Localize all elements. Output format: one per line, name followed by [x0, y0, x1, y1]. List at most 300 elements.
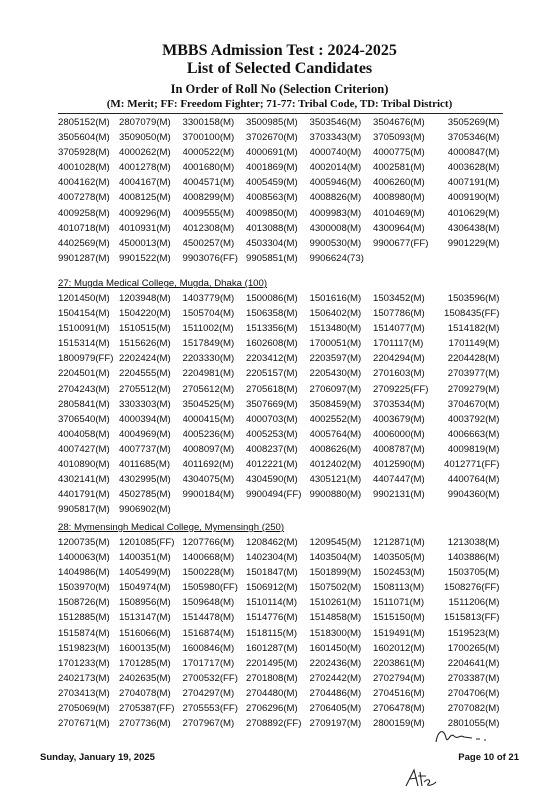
roll-number-cell: 2704078(M) [119, 687, 171, 699]
roll-number-cell: 4005764(M) [309, 428, 362, 440]
roll-number-cell: 2701603(M) [373, 368, 425, 380]
roll-number-cell: 3504676(M) [373, 117, 425, 128]
roll-number-cell: 4005459(M) [246, 177, 298, 189]
document-subtitle: List of Selected Candidates [186, 60, 373, 77]
roll-number-cell: 1515813(FF) [444, 612, 500, 624]
roll-number-cell: 3703534(M) [373, 398, 425, 410]
roll-number-cell: 1508276(FF) [444, 582, 500, 594]
roll-number-cell: 4006260(M) [373, 177, 425, 189]
roll-number-cell: 4007191(M) [447, 177, 500, 189]
table-row [58, 487, 503, 502]
roll-number-cell: 3505269(M) [447, 117, 500, 128]
roll-grid-mugda [58, 291, 503, 517]
roll-number-cell: 2706478(M) [373, 703, 425, 715]
table-row [58, 190, 503, 205]
roll-number-cell: 1503705(M) [447, 567, 500, 579]
roll-number-cell: 1501616(M) [309, 293, 362, 304]
roll-number-cell: 1515626(M) [119, 338, 171, 350]
roll-number-cell: 4006663(M) [447, 428, 500, 440]
roll-number-cell: 2702794(M) [373, 672, 425, 684]
roll-number-cell: 1400351(M) [119, 552, 171, 564]
header-rule [58, 113, 503, 114]
roll-number-cell: 9901287(M) [58, 252, 110, 264]
roll-number-cell: 9903076(FF) [182, 252, 238, 264]
roll-number-cell: 1503970(M) [58, 582, 110, 594]
roll-number-cell: 1203948(M) [119, 293, 171, 304]
roll-number-cell: 4002552(M) [309, 413, 362, 425]
roll-number-cell: 2707082(M) [447, 703, 500, 715]
roll-number-cell: 2706097(M) [309, 383, 362, 395]
roll-number-cell: 1405499(M) [119, 567, 171, 579]
roll-number-cell: 2701808(M) [246, 672, 298, 684]
roll-number-cell: 4003792(M) [447, 413, 500, 425]
table-row [58, 686, 503, 701]
roll-number-cell: 1509648(M) [182, 597, 235, 609]
roll-number-cell: 1518115(M) [246, 627, 298, 639]
roll-number-cell: 1511206(M) [448, 597, 500, 609]
roll-number-cell: 3703343(M) [309, 132, 362, 144]
roll-number-cell: 4304590(M) [246, 474, 298, 486]
roll-number-cell: 1508435(FF) [444, 308, 500, 320]
roll-number-cell: 4500257(M) [182, 237, 235, 249]
roll-number-cell: 3705346(M) [447, 132, 500, 144]
roll-number-cell: 2709197(M) [309, 718, 362, 730]
roll-number-cell [183, 502, 247, 517]
roll-number-cell: 9906624(73) [309, 252, 364, 264]
roll-number-cell: 4005253(M) [246, 428, 298, 440]
roll-number-cell: 2203597(M) [309, 353, 362, 365]
roll-number-cell: 1602608(M) [246, 338, 298, 350]
roll-number-cell: 4009258(M) [58, 207, 110, 219]
roll-number-cell: 9901229(M) [447, 237, 500, 249]
roll-number-cell: 1517849(M) [182, 338, 235, 350]
roll-number-cell: 2706405(M) [309, 703, 362, 715]
table-row [58, 671, 503, 686]
roll-number-cell: 4000847(M) [447, 147, 500, 159]
roll-number-cell: 1403779(M) [182, 293, 235, 304]
roll-number-cell: 2705387(FF) [119, 703, 175, 715]
roll-number-cell: 1502453(M) [373, 567, 425, 579]
roll-number-cell: 4009296(M) [119, 207, 171, 219]
roll-number-cell: 4008299(M) [182, 192, 235, 204]
roll-number-cell: 4002014(M) [309, 162, 362, 174]
roll-number-cell: 4006000(M) [373, 428, 425, 440]
footer-page-number: Page 10 of 21 [458, 752, 519, 763]
roll-number-cell: 4010718(M) [58, 222, 110, 234]
roll-number-cell: 1208462(M) [246, 537, 298, 548]
table-row [58, 610, 503, 625]
roll-number-cell: 2202424(M) [119, 353, 171, 365]
roll-number-cell: 4009190(M) [447, 192, 500, 204]
roll-number-cell: 4012402(M) [309, 459, 362, 471]
roll-number-cell [373, 502, 437, 517]
roll-number-cell: 4008787(M) [373, 443, 425, 455]
roll-number-cell: 4302141(M) [58, 474, 110, 486]
roll-number-cell: 3300158(M) [182, 117, 235, 128]
roll-number-cell: 4003679(M) [373, 413, 425, 425]
roll-number-cell: 2704706(M) [447, 687, 500, 699]
table-row [58, 427, 503, 442]
roll-number-cell: 2204641(M) [447, 657, 500, 669]
roll-number-cell: 2204981(M) [182, 368, 235, 380]
roll-number-cell: 9901522(M) [119, 252, 171, 264]
roll-number-cell [437, 251, 500, 266]
roll-number-cell: 9900677(FF) [373, 237, 429, 249]
roll-number-cell: 4008826(M) [309, 192, 362, 204]
roll-number-cell: 4010890(M) [58, 459, 110, 471]
table-row [58, 160, 503, 175]
roll-number-cell: 1500228(M) [182, 567, 235, 579]
roll-number-cell: 2807079(M) [119, 117, 171, 128]
roll-number-cell: 1510261(M) [309, 597, 362, 609]
roll-grid-mymensingh [58, 535, 503, 731]
roll-number-cell: 4004058(M) [58, 428, 110, 440]
roll-number-cell: 2704516(M) [373, 687, 425, 699]
roll-number-cell: 2708892(FF) [246, 718, 302, 730]
roll-number-cell [373, 251, 437, 266]
roll-number-cell: 2402635(M) [119, 672, 171, 684]
roll-number-cell: 9900494(FF) [246, 489, 302, 501]
table-row [58, 550, 503, 565]
roll-number-cell: 1508956(M) [119, 597, 171, 609]
roll-number-cell: 2704486(M) [309, 687, 362, 699]
roll-number-cell: 1404986(M) [58, 567, 110, 579]
roll-number-cell: 4400764(M) [447, 474, 500, 486]
roll-number-cell: 1201085(FF) [119, 537, 175, 548]
order-note: In Order of Roll No (Selection Criterion) [170, 82, 389, 96]
roll-number-cell: 1213038(M) [447, 537, 500, 548]
table-row [58, 321, 503, 336]
roll-number-cell: 2705612(M) [182, 383, 235, 395]
roll-number-cell: 4008097(M) [182, 443, 235, 455]
roll-grid-continued [58, 115, 503, 266]
roll-number-cell: 1514776(M) [246, 612, 298, 624]
roll-number-cell: 1700051(M) [309, 338, 362, 350]
roll-number-cell: 4008563(M) [246, 192, 298, 204]
roll-number-cell: 4001680(M) [182, 162, 235, 174]
roll-number-cell [437, 502, 500, 517]
roll-number-cell: 4009983(M) [309, 207, 362, 219]
roll-number-cell: 2202436(M) [309, 657, 362, 669]
roll-number-cell: 4007737(M) [119, 443, 171, 455]
roll-number-cell: 1504154(M) [58, 308, 110, 320]
roll-number-cell: 2709225(FF) [373, 383, 429, 395]
roll-number-cell: 2201495(M) [246, 657, 298, 669]
table-row [58, 175, 503, 190]
table-row [58, 306, 503, 321]
roll-number-cell: 1513147(M) [119, 612, 171, 624]
roll-number-cell: 1501847(M) [246, 567, 298, 579]
footer-date: Sunday, January 19, 2025 [40, 752, 155, 763]
roll-number-cell: 1515150(M) [373, 612, 425, 624]
roll-number-cell: 4011692(M) [182, 459, 234, 471]
table-row [58, 412, 503, 427]
roll-number-cell: 1200735(M) [58, 537, 110, 548]
roll-number-cell: 1503452(M) [373, 293, 425, 304]
roll-number-cell: 4008626(M) [309, 443, 362, 455]
roll-number-cell: 2704297(M) [182, 687, 235, 699]
roll-number-cell: 3507669(M) [246, 398, 298, 410]
roll-number-cell: 4012590(M) [373, 459, 425, 471]
roll-number-cell: 2805841(M) [58, 398, 110, 410]
roll-number-cell: 2709279(M) [447, 383, 500, 395]
roll-number-cell: 4013088(M) [246, 222, 298, 234]
roll-number-cell: 1506912(M) [246, 582, 298, 594]
roll-number-cell: 1508726(M) [58, 597, 110, 609]
roll-number-cell: 1701717(M) [182, 657, 235, 669]
table-row [58, 206, 503, 221]
roll-number-cell: 9904360(M) [447, 489, 500, 501]
roll-number-cell: 4004969(M) [119, 428, 171, 440]
roll-number-cell: 1513480(M) [309, 323, 362, 335]
roll-number-cell: 2204501(M) [58, 368, 110, 380]
roll-number-cell: 3706540(M) [58, 413, 110, 425]
table-row [58, 382, 503, 397]
table-row [58, 366, 503, 381]
roll-number-cell: 1511002(M) [182, 323, 234, 335]
roll-number-cell [310, 502, 374, 517]
roll-number-cell: 4000394(M) [119, 413, 171, 425]
roll-number-cell: 4009850(M) [246, 207, 298, 219]
table-row [58, 595, 503, 610]
roll-number-cell: 2705512(M) [119, 383, 171, 395]
roll-number-cell: 4000522(M) [182, 147, 235, 159]
roll-number-cell: 2700532(FF) [182, 672, 238, 684]
roll-number-cell: 4002581(M) [373, 162, 425, 174]
roll-number-cell: 4502785(M) [119, 489, 171, 501]
roll-number-cell: 4012308(M) [182, 222, 235, 234]
roll-number-cell: 1514077(M) [373, 323, 425, 335]
roll-number-cell: 4305121(M) [309, 474, 362, 486]
roll-number-cell: 3702670(M) [246, 132, 298, 144]
roll-number-cell: 2205157(M) [246, 368, 298, 380]
roll-number-cell: 4004167(M) [119, 177, 171, 189]
roll-number-cell: 1600135(M) [119, 642, 171, 654]
roll-number-cell: 4000703(M) [246, 413, 298, 425]
table-row [58, 291, 503, 306]
roll-number-cell: 1510114(M) [246, 597, 298, 609]
roll-number-cell: 1601287(M) [246, 642, 298, 654]
table-row [58, 336, 503, 351]
roll-number-cell: 4012771(FF) [444, 459, 500, 471]
roll-number-cell: 1212871(M) [373, 537, 425, 548]
roll-number-cell: 1402304(M) [246, 552, 298, 564]
roll-number-cell: 4008125(M) [119, 192, 171, 204]
roll-number-cell: 1800979(FF) [58, 353, 114, 365]
roll-number-cell: 4005236(M) [182, 428, 235, 440]
roll-number-cell: 3705093(M) [373, 132, 425, 144]
roll-number-cell: 1514858(M) [309, 612, 362, 624]
roll-number-cell: 3705928(M) [58, 147, 110, 159]
roll-number-cell: 3700100(M) [182, 132, 235, 144]
roll-number-cell: 4503304(M) [246, 237, 298, 249]
roll-number-cell: 3303303(M) [119, 398, 171, 410]
roll-number-cell: 4000740(M) [309, 147, 362, 159]
table-row [58, 641, 503, 656]
table-row [58, 145, 503, 160]
document-title: MBBS Admission Test : 2024-2025 [162, 42, 397, 59]
roll-number-cell: 1507502(M) [309, 582, 362, 594]
roll-number-cell: 1511071(M) [373, 597, 425, 609]
table-row [58, 442, 503, 457]
roll-number-cell: 4004571(M) [182, 177, 235, 189]
roll-number-cell: 2703413(M) [58, 687, 110, 699]
roll-number-cell: 4306438(M) [447, 222, 500, 234]
roll-number-cell: 4010629(M) [447, 207, 500, 219]
roll-number-cell: 2704480(M) [246, 687, 298, 699]
roll-number-cell: 2707736(M) [119, 718, 171, 730]
roll-number-cell: 4300964(M) [373, 222, 425, 234]
roll-number-cell: 1602012(M) [373, 642, 425, 654]
table-row [58, 502, 503, 517]
section-heading-mymensingh: 28: Mymensingh Medical College, Mymensingh (250) [58, 522, 285, 533]
section-heading-mugda: 27: Mugda Medical College, Mugda, Dhaka (100) [58, 278, 268, 289]
roll-number-cell: 1700265(M) [447, 642, 500, 654]
roll-number-cell: 4007278(M) [58, 192, 110, 204]
roll-number-cell: 1512885(M) [58, 612, 110, 624]
signature-top [432, 724, 502, 750]
roll-number-cell: 1503596(M) [447, 293, 500, 304]
roll-number-cell: 4000691(M) [246, 147, 298, 159]
roll-number-cell: 2203861(M) [373, 657, 425, 669]
roll-number-cell: 3509050(M) [119, 132, 171, 144]
table-row [58, 565, 503, 580]
roll-number-cell: 4007427(M) [58, 443, 110, 455]
roll-number-cell: 3704670(M) [447, 398, 500, 410]
table-row [58, 130, 503, 145]
table-row [58, 656, 503, 671]
roll-number-cell: 3505604(M) [58, 132, 110, 144]
roll-number-cell: 1403505(M) [373, 552, 425, 564]
roll-number-cell: 9900184(M) [182, 489, 235, 501]
roll-number-cell: 4001869(M) [246, 162, 298, 174]
roll-number-cell: 1400668(M) [182, 552, 235, 564]
roll-number-cell: 4009819(M) [447, 443, 500, 455]
roll-number-cell: 2204294(M) [373, 353, 425, 365]
table-row [58, 535, 503, 550]
table-row [58, 580, 503, 595]
roll-number-cell: 2705553(FF) [182, 703, 238, 715]
roll-number-cell: 2203330(M) [182, 353, 235, 365]
roll-number-cell: 1515874(M) [58, 627, 110, 639]
roll-number-cell: 1516066(M) [119, 627, 171, 639]
category-legend: (M: Merit; FF: Freedom Fighter; 71-77: Tribal Code, TD: Tribal District) [106, 98, 453, 110]
roll-number-cell: 1519523(M) [447, 627, 500, 639]
roll-number-cell: 1514182(M) [447, 323, 500, 335]
roll-number-cell: 4009555(M) [182, 207, 235, 219]
table-row [58, 472, 503, 487]
roll-number-cell: 2704243(M) [58, 383, 110, 395]
roll-number-cell: 2703387(M) [447, 672, 500, 684]
roll-number-cell: 1201450(M) [58, 293, 110, 304]
roll-number-cell: 1519491(M) [373, 627, 425, 639]
roll-number-cell: 1400063(M) [58, 552, 110, 564]
roll-number-cell: 4000775(M) [373, 147, 425, 159]
roll-number-cell: 2805152(M) [58, 117, 110, 128]
table-row [58, 701, 503, 716]
roll-number-cell: 4001028(M) [58, 162, 110, 174]
roll-number-cell: 4000415(M) [182, 413, 235, 425]
roll-number-cell: 1600846(M) [182, 642, 235, 654]
roll-number-cell: 4008980(M) [373, 192, 425, 204]
roll-number-cell: 1207766(M) [182, 537, 235, 548]
roll-number-cell: 4000262(M) [119, 147, 171, 159]
roll-number-cell: 1403504(M) [309, 552, 362, 564]
roll-number-cell: 1507786(M) [373, 308, 425, 320]
roll-number-cell: 4304075(M) [182, 474, 235, 486]
roll-number-cell: 1701285(M) [119, 657, 171, 669]
roll-number-cell: 4302995(M) [119, 474, 171, 486]
roll-number-cell: 4001278(M) [119, 162, 171, 174]
roll-number-cell: 4500013(M) [119, 237, 171, 249]
table-row [58, 221, 503, 236]
roll-number-cell: 1601450(M) [309, 642, 362, 654]
roll-number-cell: 1510091(M) [58, 323, 110, 335]
roll-number-cell: 2702442(M) [309, 672, 362, 684]
roll-number-cell: 2705069(M) [58, 703, 110, 715]
table-row [58, 236, 503, 251]
roll-number-cell: 1513356(M) [246, 323, 298, 335]
roll-number-cell: 4401791(M) [58, 489, 110, 501]
roll-number-cell: 1500086(M) [246, 293, 298, 304]
roll-number-cell: 1508113(M) [373, 582, 425, 594]
roll-number-cell: 2203412(M) [246, 353, 298, 365]
roll-number-cell: 1505704(M) [182, 308, 235, 320]
roll-number-cell: 1209545(M) [309, 537, 362, 548]
roll-number-cell: 2707967(M) [182, 718, 235, 730]
table-row [58, 351, 503, 366]
roll-number-cell: 1504974(M) [119, 582, 171, 594]
signature-bottom [402, 766, 442, 792]
roll-number-cell: 1701233(M) [58, 657, 110, 669]
roll-number-cell: 4004162(M) [58, 177, 110, 189]
roll-number-cell: 9906902(M) [119, 504, 171, 516]
roll-number-cell: 4010931(M) [119, 222, 171, 234]
roll-number-cell: 4008237(M) [246, 443, 298, 455]
roll-number-cell: 9900530(M) [309, 237, 362, 249]
roll-number-cell: 3504525(M) [182, 398, 235, 410]
roll-number-cell: 3500985(M) [246, 117, 298, 128]
roll-number-cell: 9905817(M) [58, 504, 110, 516]
roll-number-cell: 1701117(M) [373, 338, 424, 350]
roll-number-cell: 1403886(M) [447, 552, 500, 564]
roll-number-cell: 2402173(M) [58, 672, 110, 684]
table-row [58, 457, 503, 472]
roll-number-cell: 4010469(M) [373, 207, 425, 219]
roll-number-cell: 2707671(M) [58, 718, 110, 730]
roll-number-cell: 9905851(M) [246, 252, 298, 264]
roll-number-cell: 2204555(M) [119, 368, 171, 380]
roll-number-cell: 1518300(M) [309, 627, 362, 639]
roll-number-cell: 1505980(FF) [182, 582, 238, 594]
roll-number-cell: 2703977(M) [447, 368, 500, 380]
roll-number-cell: 1516874(M) [182, 627, 235, 639]
roll-number-cell: 1519823(M) [58, 642, 110, 654]
roll-number-cell: 4003628(M) [447, 162, 500, 174]
roll-number-cell: 3503546(M) [309, 117, 362, 128]
roll-number-cell: 4005946(M) [309, 177, 362, 189]
roll-number-cell: 2705618(M) [246, 383, 298, 395]
roll-number-cell: 1514478(M) [182, 612, 235, 624]
roll-number-cell: 2204428(M) [447, 353, 500, 365]
roll-number-cell: 2205430(M) [309, 368, 362, 380]
roll-number-cell: 4407447(M) [373, 474, 425, 486]
roll-number-cell: 4300008(M) [309, 222, 362, 234]
roll-number-cell: 1504220(M) [119, 308, 171, 320]
roll-number-cell: 4402569(M) [58, 237, 110, 249]
roll-number-cell: 4012221(M) [246, 459, 298, 471]
table-row [58, 251, 503, 266]
